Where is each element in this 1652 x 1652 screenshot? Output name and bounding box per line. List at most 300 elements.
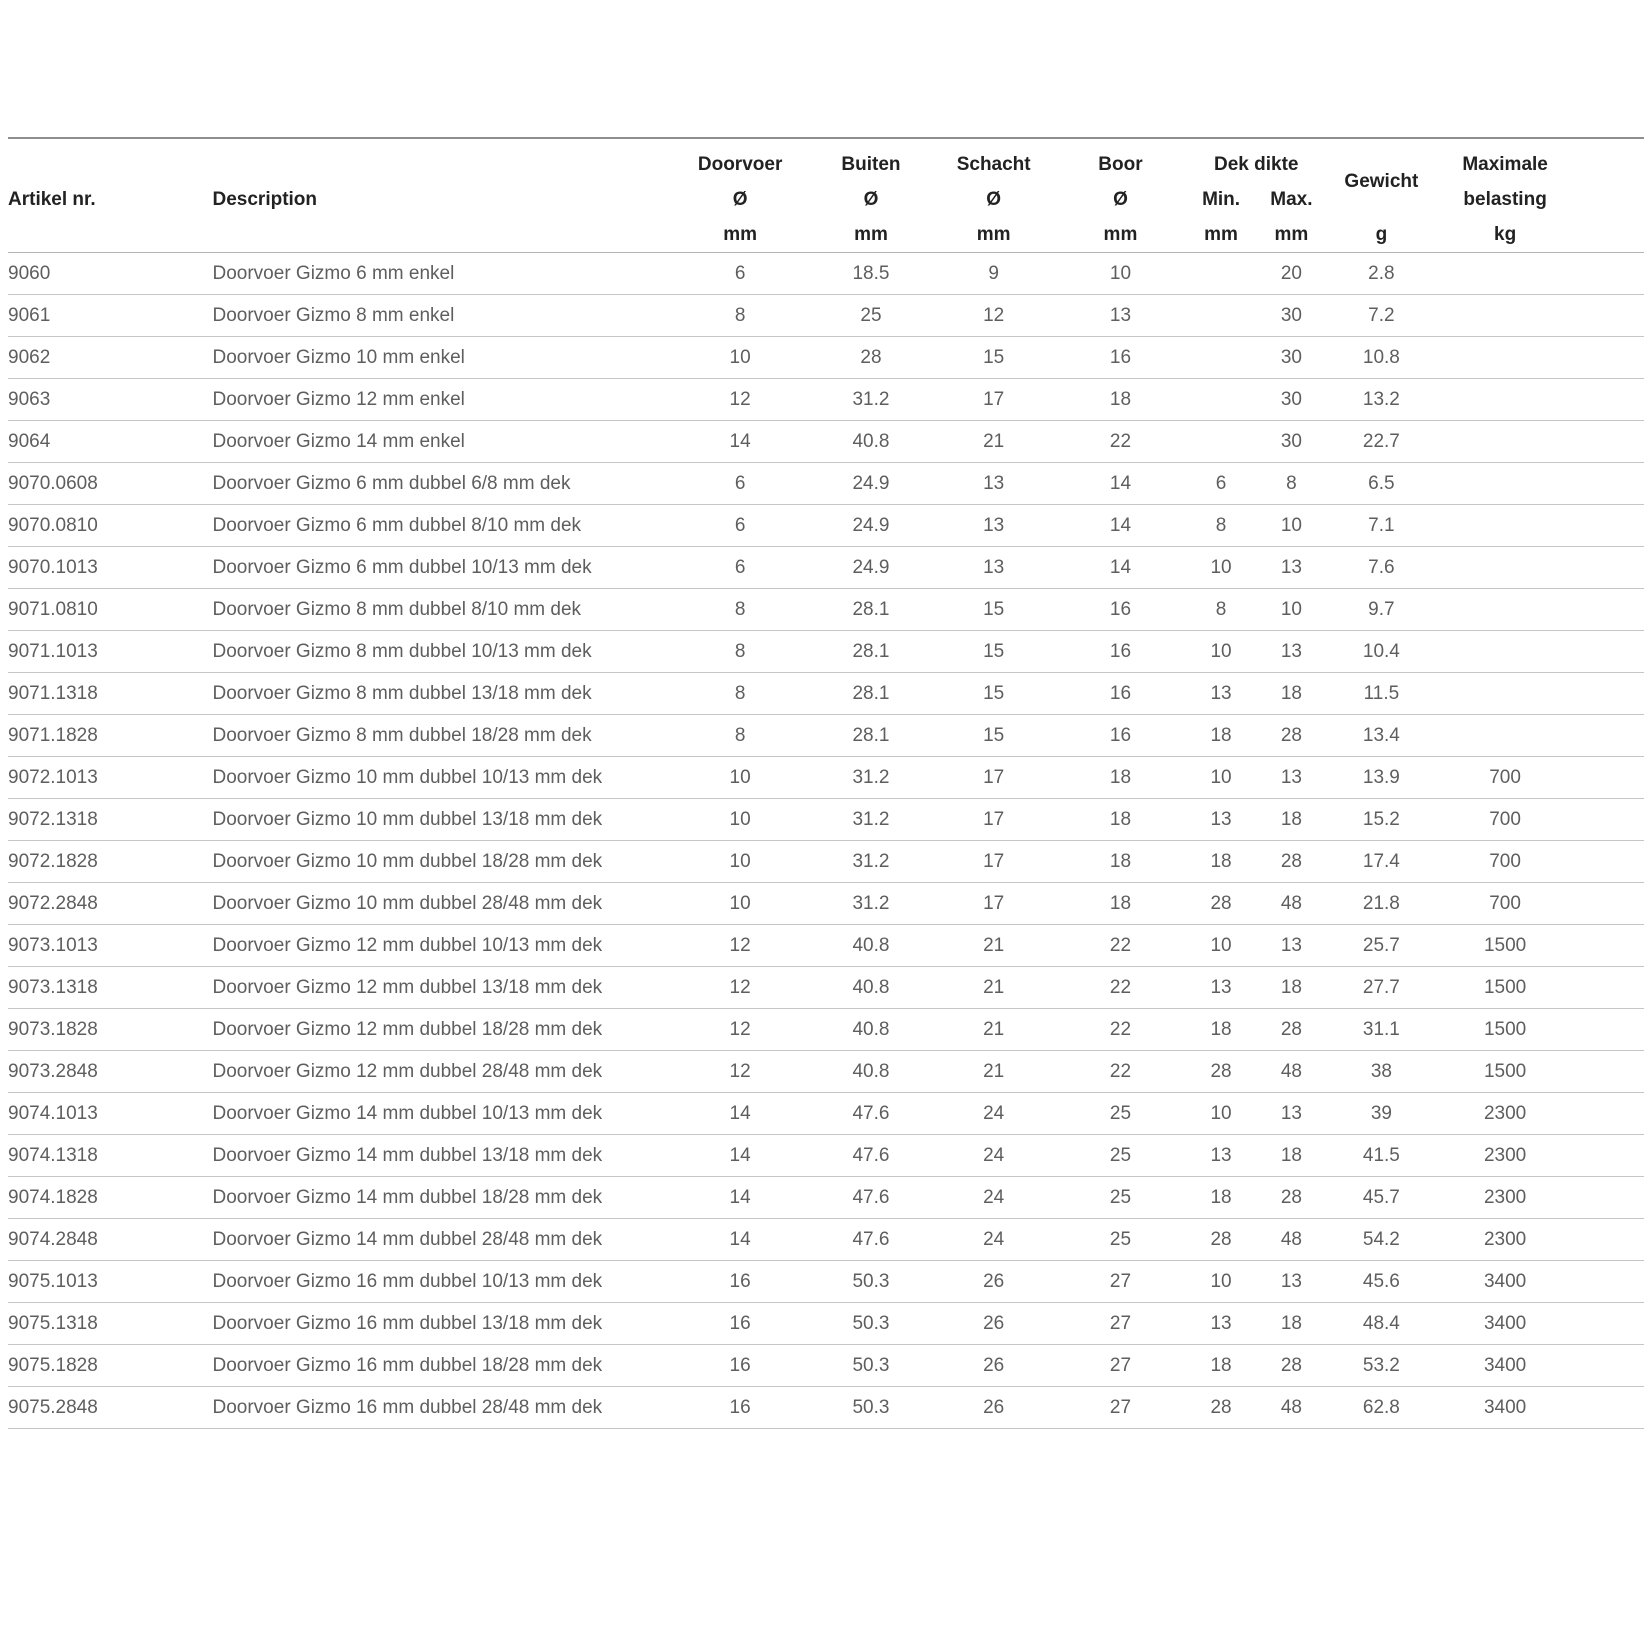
cell-description: Doorvoer Gizmo 16 mm dubbel 10/13 mm dek [212, 1270, 603, 1292]
cell-maximale-belasting [1436, 715, 1644, 757]
cell-buiten-diameter: 18.5 [852, 262, 890, 284]
cell-description: Doorvoer Gizmo 8 mm dubbel 8/10 mm dek [212, 598, 582, 620]
table-row [8, 1387, 1644, 1429]
cell-dek-dikte-max: 28 [1280, 850, 1302, 872]
unit-mm: mm [854, 224, 888, 245]
cell-boor-diameter: 14 [1109, 514, 1132, 536]
cell-gewicht: 6.5 [1368, 472, 1395, 494]
cell-gewicht: 45.6 [1362, 1270, 1400, 1292]
cell-dek-dikte-min: 18 [1210, 1354, 1232, 1376]
cell-boor-diameter: 18 [1109, 850, 1132, 872]
col-header-gewicht [1327, 138, 1437, 253]
cell-dek-dikte-max: 13 [1280, 766, 1302, 788]
cell-description: Doorvoer Gizmo 14 mm dubbel 13/18 mm dek [212, 1144, 603, 1166]
table-row [8, 799, 1644, 841]
cell-schacht-diameter: 26 [983, 1354, 1005, 1376]
cell-artikel-nr: 9073.1013 [8, 934, 98, 956]
cell-buiten-diameter: 50.3 [852, 1396, 890, 1418]
cell-boor-diameter: 18 [1109, 892, 1132, 914]
cell-artikel-nr: 9070.0810 [8, 514, 98, 536]
cell-dek-dikte-min [1186, 295, 1256, 337]
cell-dek-dikte-min: 10 [1210, 640, 1232, 662]
cell-schacht-diameter: 9 [988, 262, 999, 284]
cell-dek-dikte-max: 48 [1280, 1060, 1302, 1082]
cell-schacht-diameter: 13 [983, 514, 1005, 536]
min-max-units-row [1186, 217, 1327, 252]
cell-boor-diameter: 27 [1109, 1354, 1132, 1376]
cell-gewicht: 41.5 [1362, 1144, 1400, 1166]
cell-gewicht: 53.2 [1362, 1354, 1400, 1376]
cell-schacht-diameter: 15 [983, 682, 1005, 704]
cell-artikel-nr: 9074.1013 [8, 1102, 98, 1124]
cell-artikel-nr: 9061 [8, 304, 51, 326]
cell-gewicht: 7.2 [1368, 304, 1395, 326]
cell-maximale-belasting: 700 [1489, 766, 1521, 788]
cell-description: Doorvoer Gizmo 6 mm dubbel 10/13 mm dek [212, 556, 592, 578]
cell-maximale-belasting [1436, 505, 1644, 547]
cell-dek-dikte-max: 48 [1280, 1396, 1302, 1418]
cell-maximale-belasting: 3400 [1483, 1354, 1527, 1376]
cell-schacht-diameter: 21 [983, 430, 1005, 452]
cell-boor-diameter: 18 [1109, 766, 1132, 788]
cell-artikel-nr: 9074.1828 [8, 1186, 98, 1208]
cell-doorvoer-diameter: 14 [729, 1186, 751, 1208]
dek-dikte-header-label: Dek dikte [1213, 154, 1299, 175]
cell-buiten-diameter: 24.9 [852, 514, 890, 536]
cell-artikel-nr: 9075.1828 [8, 1354, 98, 1376]
cell-artikel-nr: 9072.1318 [8, 808, 98, 830]
cell-dek-dikte-min: 28 [1210, 1396, 1232, 1418]
cell-dek-dikte-max: 18 [1280, 1312, 1302, 1334]
cell-artikel-nr: 9071.1013 [8, 640, 98, 662]
cell-maximale-belasting [1436, 631, 1644, 673]
cell-dek-dikte-max: 48 [1280, 892, 1302, 914]
cell-artikel-nr: 9073.2848 [8, 1060, 98, 1082]
cell-dek-dikte-max: 48 [1280, 1228, 1302, 1250]
cell-doorvoer-diameter: 10 [729, 808, 751, 830]
schacht-header-label: Schacht [956, 154, 1031, 175]
cell-dek-dikte-min: 13 [1210, 976, 1232, 998]
cell-boor-diameter: 18 [1109, 808, 1132, 830]
cell-boor-diameter: 25 [1109, 1228, 1132, 1250]
cell-artikel-nr: 9070.1013 [8, 556, 98, 578]
cell-gewicht: 17.4 [1362, 850, 1400, 872]
header-spacer [8, 217, 213, 252]
table-row [8, 1177, 1644, 1219]
cell-maximale-belasting: 2300 [1483, 1102, 1527, 1124]
cell-schacht-diameter: 17 [983, 766, 1005, 788]
description-header-label: Description [212, 189, 318, 210]
cell-artikel-nr: 9060 [8, 262, 51, 284]
cell-dek-dikte-max: 13 [1280, 1102, 1302, 1124]
cell-dek-dikte-min: 18 [1210, 1018, 1232, 1040]
cell-buiten-diameter: 40.8 [852, 1060, 890, 1082]
cell-dek-dikte-max: 13 [1280, 934, 1302, 956]
cell-schacht-diameter: 15 [983, 598, 1005, 620]
cell-doorvoer-diameter: 14 [729, 1228, 751, 1250]
table-row [8, 421, 1644, 463]
cell-gewicht: 10.8 [1362, 346, 1400, 368]
header-spacer [213, 217, 671, 252]
cell-artikel-nr: 9072.2848 [8, 892, 98, 914]
artikel-header-label: Artikel nr. [8, 189, 96, 210]
cell-dek-dikte-max: 30 [1280, 346, 1302, 368]
cell-artikel-nr: 9072.1013 [8, 766, 98, 788]
cell-doorvoer-diameter: 12 [729, 1018, 751, 1040]
cell-description: Doorvoer Gizmo 14 mm dubbel 28/48 mm dek [212, 1228, 603, 1250]
cell-schacht-diameter: 21 [983, 1018, 1005, 1040]
cell-schacht-diameter: 26 [983, 1270, 1005, 1292]
cell-boor-diameter: 22 [1109, 976, 1132, 998]
cell-doorvoer-diameter: 8 [734, 598, 746, 620]
cell-dek-dikte-min [1186, 337, 1256, 379]
cell-maximale-belasting: 3400 [1483, 1312, 1527, 1334]
cell-maximale-belasting [1436, 589, 1644, 631]
table-row [8, 841, 1644, 883]
cell-dek-dikte-min: 18 [1210, 1186, 1232, 1208]
unit-mm: mm [1204, 224, 1238, 245]
cell-description: Doorvoer Gizmo 8 mm enkel [212, 304, 455, 326]
cell-description: Doorvoer Gizmo 16 mm dubbel 18/28 mm dek [212, 1354, 603, 1376]
cell-boor-diameter: 16 [1109, 346, 1132, 368]
diameter-symbol: Ø [986, 189, 1002, 210]
cell-schacht-diameter: 17 [983, 388, 1005, 410]
cell-doorvoer-diameter: 16 [729, 1354, 751, 1376]
cell-doorvoer-diameter: 10 [729, 892, 751, 914]
table-row [8, 295, 1644, 337]
cell-boor-diameter: 13 [1109, 304, 1132, 326]
cell-artikel-nr: 9075.2848 [8, 1396, 98, 1418]
cell-doorvoer-diameter: 8 [734, 304, 746, 326]
cell-dek-dikte-min: 13 [1210, 808, 1232, 830]
col-header-dek-dikte [1186, 138, 1327, 253]
table-row [8, 1009, 1644, 1051]
col-header-buiten [810, 138, 933, 253]
cell-dek-dikte-min: 10 [1210, 934, 1232, 956]
cell-maximale-belasting: 1500 [1483, 1018, 1527, 1040]
cell-buiten-diameter: 40.8 [852, 976, 890, 998]
cell-doorvoer-diameter: 6 [734, 556, 746, 578]
cell-gewicht: 45.7 [1362, 1186, 1400, 1208]
cell-gewicht: 38 [1370, 1060, 1392, 1082]
cell-dek-dikte-min: 18 [1210, 850, 1232, 872]
cell-description: Doorvoer Gizmo 14 mm enkel [212, 430, 465, 452]
cell-artikel-nr: 9074.1318 [8, 1144, 98, 1166]
unit-mm: mm [1103, 224, 1138, 245]
cell-schacht-diameter: 24 [983, 1102, 1005, 1124]
cell-doorvoer-diameter: 6 [734, 472, 746, 494]
cell-description: Doorvoer Gizmo 12 mm enkel [212, 388, 465, 410]
cell-buiten-diameter: 25 [860, 304, 882, 326]
cell-schacht-diameter: 21 [983, 1060, 1005, 1082]
cell-boor-diameter: 10 [1109, 262, 1132, 284]
cell-maximale-belasting: 2300 [1483, 1186, 1527, 1208]
cell-dek-dikte-max: 13 [1280, 640, 1302, 662]
table-row [8, 253, 1644, 295]
cell-maximale-belasting: 3400 [1483, 1270, 1527, 1292]
cell-schacht-diameter: 26 [983, 1396, 1005, 1418]
cell-maximale-belasting [1436, 337, 1644, 379]
cell-artikel-nr: 9064 [8, 430, 51, 452]
belasting-header-label: belasting [1463, 189, 1547, 210]
cell-artikel-nr: 9071.0810 [8, 598, 98, 620]
cell-dek-dikte-max: 18 [1280, 976, 1302, 998]
cell-boor-diameter: 14 [1109, 472, 1132, 494]
cell-dek-dikte-min: 18 [1210, 724, 1232, 746]
table-row [8, 673, 1644, 715]
cell-maximale-belasting: 1500 [1483, 976, 1527, 998]
table-row [8, 505, 1644, 547]
cell-description: Doorvoer Gizmo 10 mm dubbel 28/48 mm dek [212, 892, 603, 914]
cell-gewicht: 62.8 [1362, 1396, 1400, 1418]
cell-maximale-belasting: 700 [1489, 808, 1521, 830]
col-header-description [213, 138, 671, 253]
cell-artikel-nr: 9072.1828 [8, 850, 98, 872]
cell-doorvoer-diameter: 14 [729, 430, 751, 452]
cell-artikel-nr: 9075.1318 [8, 1312, 98, 1334]
cell-dek-dikte-max: 8 [1286, 472, 1297, 494]
cell-dek-dikte-max: 28 [1280, 724, 1302, 746]
table-row [8, 1345, 1644, 1387]
table-row [8, 1135, 1644, 1177]
cell-schacht-diameter: 21 [983, 976, 1005, 998]
cell-maximale-belasting [1436, 673, 1644, 715]
table-row [8, 379, 1644, 421]
diameter-symbol: Ø [732, 189, 748, 210]
cell-dek-dikte-min [1186, 379, 1256, 421]
cell-gewicht: 22.7 [1362, 430, 1400, 452]
cell-dek-dikte-min: 13 [1210, 682, 1232, 704]
cell-dek-dikte-min: 28 [1210, 1060, 1232, 1082]
cell-schacht-diameter: 13 [983, 556, 1005, 578]
cell-gewicht: 27.7 [1362, 976, 1400, 998]
cell-boor-diameter: 25 [1109, 1144, 1132, 1166]
cell-buiten-diameter: 40.8 [852, 934, 890, 956]
cell-boor-diameter: 25 [1109, 1186, 1132, 1208]
cell-doorvoer-diameter: 16 [729, 1270, 751, 1292]
cell-maximale-belasting: 2300 [1483, 1228, 1527, 1250]
cell-description: Doorvoer Gizmo 14 mm dubbel 18/28 mm dek [212, 1186, 603, 1208]
cell-buiten-diameter: 50.3 [852, 1312, 890, 1334]
maximale-header-label: Maximale [1462, 154, 1548, 175]
cell-gewicht: 39 [1370, 1102, 1392, 1124]
table-row [8, 463, 1644, 505]
cell-gewicht: 54.2 [1362, 1228, 1400, 1250]
cell-buiten-diameter: 28 [860, 346, 882, 368]
cell-description: Doorvoer Gizmo 8 mm dubbel 18/28 mm dek [212, 724, 592, 746]
cell-gewicht: 15.2 [1362, 808, 1400, 830]
cell-buiten-diameter: 28.1 [852, 598, 890, 620]
cell-boor-diameter: 22 [1109, 430, 1132, 452]
cell-doorvoer-diameter: 14 [729, 1102, 751, 1124]
gewicht-header-label: Gewicht [1344, 171, 1419, 192]
table-row [8, 1051, 1644, 1093]
cell-description: Doorvoer Gizmo 16 mm dubbel 28/48 mm dek [212, 1396, 603, 1418]
cell-gewicht: 13.2 [1362, 388, 1400, 410]
cell-buiten-diameter: 24.9 [852, 556, 890, 578]
cell-description: Doorvoer Gizmo 8 mm dubbel 10/13 mm dek [212, 640, 592, 662]
cell-maximale-belasting: 1500 [1483, 1060, 1527, 1082]
col-header-schacht [932, 138, 1055, 253]
table-row [8, 631, 1644, 673]
table-row [8, 925, 1644, 967]
cell-boor-diameter: 27 [1109, 1270, 1132, 1292]
cell-buiten-diameter: 50.3 [852, 1354, 890, 1376]
cell-description: Doorvoer Gizmo 12 mm dubbel 28/48 mm dek [212, 1060, 603, 1082]
diameter-symbol: Ø [863, 189, 879, 210]
cell-maximale-belasting: 3400 [1483, 1396, 1527, 1418]
unit-mm: mm [976, 224, 1011, 245]
cell-doorvoer-diameter: 12 [729, 976, 751, 998]
cell-gewicht: 2.8 [1368, 262, 1395, 284]
cell-dek-dikte-min: 10 [1210, 556, 1232, 578]
cell-dek-dikte-max: 18 [1280, 808, 1302, 830]
table-row [8, 757, 1644, 799]
cell-buiten-diameter: 31.2 [852, 892, 890, 914]
cell-dek-dikte-min [1186, 421, 1256, 463]
diameter-symbol: Ø [1113, 189, 1128, 210]
cell-maximale-belasting: 1500 [1483, 934, 1527, 956]
cell-description: Doorvoer Gizmo 12 mm dubbel 18/28 mm dek [212, 1018, 603, 1040]
cell-doorvoer-diameter: 10 [729, 766, 751, 788]
max-header-label: Max. [1270, 189, 1313, 210]
cell-boor-diameter: 14 [1109, 556, 1132, 578]
min-max-row [1186, 182, 1327, 217]
cell-buiten-diameter: 47.6 [852, 1102, 890, 1124]
cell-doorvoer-diameter: 12 [729, 388, 751, 410]
cell-description: Doorvoer Gizmo 10 mm dubbel 10/13 mm dek [212, 766, 603, 788]
cell-doorvoer-diameter: 12 [729, 934, 751, 956]
cell-gewicht: 7.6 [1368, 556, 1395, 578]
cell-description: Doorvoer Gizmo 8 mm dubbel 13/18 mm dek [212, 682, 592, 704]
cell-gewicht: 21.8 [1362, 892, 1400, 914]
cell-boor-diameter: 16 [1109, 724, 1132, 746]
cell-doorvoer-diameter: 8 [734, 724, 746, 746]
cell-schacht-diameter: 15 [983, 346, 1005, 368]
cell-maximale-belasting [1436, 253, 1644, 295]
cell-artikel-nr: 9062 [8, 346, 51, 368]
cell-doorvoer-diameter: 10 [729, 850, 751, 872]
cell-buiten-diameter: 28.1 [852, 724, 890, 746]
cell-description: Doorvoer Gizmo 12 mm dubbel 13/18 mm dek [212, 976, 603, 998]
cell-description: Doorvoer Gizmo 10 mm dubbel 13/18 mm dek [212, 808, 603, 830]
unit-mm: mm [1274, 224, 1309, 245]
cell-dek-dikte-max: 20 [1280, 262, 1302, 284]
cell-boor-diameter: 22 [1109, 1018, 1132, 1040]
cell-boor-diameter: 27 [1109, 1312, 1132, 1334]
cell-doorvoer-diameter: 16 [729, 1312, 751, 1334]
cell-gewicht: 31.1 [1362, 1018, 1400, 1040]
cell-boor-diameter: 16 [1109, 682, 1132, 704]
cell-buiten-diameter: 50.3 [852, 1270, 890, 1292]
col-header-artikel [8, 138, 213, 253]
cell-schacht-diameter: 17 [983, 892, 1005, 914]
cell-buiten-diameter: 40.8 [852, 1018, 890, 1040]
cell-dek-dikte-min: 8 [1215, 598, 1227, 620]
cell-dek-dikte-min [1186, 253, 1256, 295]
table-row [8, 715, 1644, 757]
table-row [8, 337, 1644, 379]
product-spec-table [8, 137, 1644, 1429]
cell-schacht-diameter: 24 [983, 1186, 1005, 1208]
cell-artikel-nr: 9073.1318 [8, 976, 98, 998]
cell-description: Doorvoer Gizmo 6 mm enkel [212, 262, 455, 284]
cell-buiten-diameter: 24.9 [852, 472, 890, 494]
cell-artikel-nr: 9071.1318 [8, 682, 98, 704]
cell-schacht-diameter: 24 [983, 1228, 1005, 1250]
cell-dek-dikte-max: 30 [1280, 388, 1302, 410]
cell-maximale-belasting: 700 [1489, 892, 1521, 914]
cell-gewicht: 13.4 [1362, 724, 1400, 746]
cell-maximale-belasting: 2300 [1483, 1144, 1527, 1166]
cell-dek-dikte-min: 13 [1210, 1144, 1232, 1166]
cell-dek-dikte-max: 30 [1280, 304, 1302, 326]
cell-description: Doorvoer Gizmo 10 mm dubbel 18/28 mm dek [212, 850, 603, 872]
cell-gewicht: 25.7 [1362, 934, 1400, 956]
cell-maximale-belasting [1436, 379, 1644, 421]
boor-header-label: Boor [1098, 154, 1143, 175]
cell-boor-diameter: 25 [1109, 1102, 1132, 1124]
cell-dek-dikte-max: 18 [1280, 682, 1302, 704]
cell-artikel-nr: 9074.2848 [8, 1228, 98, 1250]
col-header-boor [1055, 138, 1186, 253]
cell-doorvoer-diameter: 8 [734, 682, 746, 704]
cell-description: Doorvoer Gizmo 14 mm dubbel 10/13 mm dek [212, 1102, 603, 1124]
cell-schacht-diameter: 17 [983, 850, 1005, 872]
cell-dek-dikte-min: 8 [1215, 514, 1227, 536]
cell-dek-dikte-max: 13 [1280, 1270, 1302, 1292]
cell-maximale-belasting [1436, 421, 1644, 463]
cell-dek-dikte-max: 28 [1280, 1018, 1302, 1040]
cell-dek-dikte-max: 28 [1280, 1354, 1302, 1376]
table-row [8, 1219, 1644, 1261]
table-row [8, 547, 1644, 589]
cell-dek-dikte-max: 18 [1280, 1144, 1302, 1166]
cell-schacht-diameter: 26 [983, 1312, 1005, 1334]
cell-dek-dikte-min: 10 [1210, 766, 1232, 788]
unit-kg: kg [1494, 224, 1517, 245]
cell-doorvoer-diameter: 6 [734, 514, 746, 536]
cell-buiten-diameter: 47.6 [852, 1144, 890, 1166]
cell-maximale-belasting [1436, 463, 1644, 505]
min-header-label: Min. [1202, 189, 1241, 210]
table-row [8, 967, 1644, 1009]
cell-schacht-diameter: 17 [983, 808, 1005, 830]
cell-buiten-diameter: 47.6 [852, 1228, 890, 1250]
unit-g: g [1375, 224, 1388, 245]
header-row [8, 138, 1644, 253]
cell-boor-diameter: 27 [1109, 1396, 1132, 1418]
cell-artikel-nr: 9071.1828 [8, 724, 98, 746]
cell-dek-dikte-max: 10 [1280, 514, 1302, 536]
cell-artikel-nr: 9073.1828 [8, 1018, 98, 1040]
cell-buiten-diameter: 31.2 [852, 808, 890, 830]
cell-schacht-diameter: 15 [983, 640, 1005, 662]
cell-dek-dikte-min: 28 [1210, 892, 1232, 914]
cell-schacht-diameter: 24 [983, 1144, 1005, 1166]
table-body [8, 253, 1644, 1429]
cell-dek-dikte-min: 28 [1210, 1228, 1232, 1250]
cell-boor-diameter: 22 [1109, 1060, 1132, 1082]
cell-buiten-diameter: 28.1 [852, 640, 890, 662]
cell-doorvoer-diameter: 12 [729, 1060, 751, 1082]
table-row [8, 589, 1644, 631]
cell-doorvoer-diameter: 8 [734, 640, 746, 662]
cell-buiten-diameter: 31.2 [852, 766, 890, 788]
cell-doorvoer-diameter: 16 [729, 1396, 751, 1418]
table-row [8, 1093, 1644, 1135]
cell-buiten-diameter: 47.6 [852, 1186, 890, 1208]
